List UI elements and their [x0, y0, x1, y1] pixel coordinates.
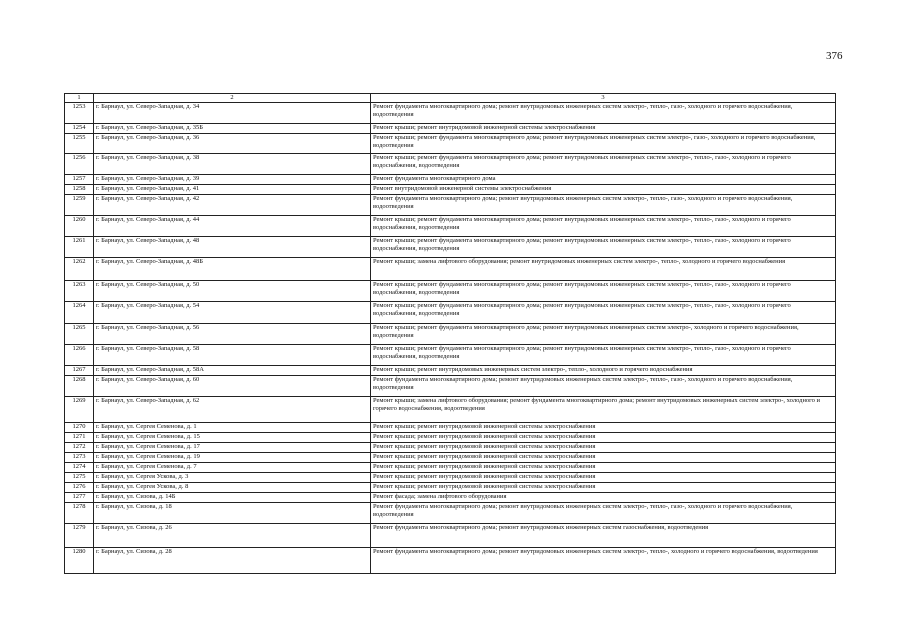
works-cell: Ремонт фундамента многоквартирного дома; ремонт внутридомовых инженерных систем электро-, тепло-, газо-, холодного и горячего водоснабжения, водоотведения — [371, 103, 836, 124]
works-cell: Ремонт крыши; ремонт внутридомовой инженерной системы электроснабжения — [371, 483, 836, 493]
address-cell: г. Барнаул, ул. Сергея Семенова, д. 15 — [94, 433, 371, 443]
works-cell: Ремонт крыши; ремонт фундамента многоквартирного дома; ремонт внутридомовых инженерных систем электро-, тепло-, газо-, холодного и горячего водоснабжения, водоотведения — [371, 154, 836, 175]
row-number-cell: 1276 — [65, 483, 94, 493]
address-cell: г. Барнаул, ул. Сизова, д. 26 — [94, 524, 371, 548]
works-cell: Ремонт фундамента многоквартирного дома — [371, 175, 836, 185]
works-cell: Ремонт фундамента многоквартирного дома; ремонт внутридомовых инженерных систем электро-, тепло-, газо-, холодного и горячего водоснабжения, водоотведения — [371, 503, 836, 524]
table-row — [65, 216, 836, 237]
row-number-cell: 1267 — [65, 366, 94, 376]
row-number-cell: 1265 — [65, 324, 94, 345]
address-cell: г. Барнаул, ул. Северо-Западная, д. 42 — [94, 195, 371, 216]
address-cell: г. Барнаул, ул. Северо-Западная, д. 62 — [94, 397, 371, 423]
row-number-cell: 1253 — [65, 103, 94, 124]
table-row — [65, 103, 836, 124]
row-number-cell: 1269 — [65, 397, 94, 423]
table-header-row — [65, 94, 836, 103]
address-cell: г. Барнаул, ул. Северо-Западная, д. 48Б — [94, 258, 371, 281]
works-cell: Ремонт крыши; ремонт внутридомовой инженерной системы электроснабжения — [371, 453, 836, 463]
address-cell: г. Барнаул, ул. Сергея Ускова, д. 3 — [94, 473, 371, 483]
table-row — [65, 376, 836, 397]
address-cell: г. Барнаул, ул. Северо-Западная, д. 38 — [94, 154, 371, 175]
table-row — [65, 281, 836, 302]
works-cell: Ремонт крыши; ремонт фундамента многоквартирного дома; ремонт внутридомовых инженерных систем электро-, тепло-, газо-, холодного и горячего водоснабжения, водоотведения — [371, 302, 836, 324]
address-cell: г. Барнаул, ул. Сизова, д. 18 — [94, 503, 371, 524]
works-cell: Ремонт крыши; ремонт фундамента многоквартирного дома; ремонт внутридомовых инженерных систем электро-, тепло-, газо-, холодного и горячего водоснабжения, водоотведения — [371, 237, 836, 258]
table-row — [65, 483, 836, 493]
repair-registry-table — [64, 93, 836, 574]
row-number-cell: 1263 — [65, 281, 94, 302]
address-cell: г. Барнаул, ул. Северо-Западная, д. 58А — [94, 366, 371, 376]
works-cell: Ремонт крыши; ремонт фундамента многоквартирного дома; ремонт внутридомовых инженерных систем электро-, тепло-, газо-, холодного и горячего водоснабжения, водоотведения — [371, 345, 836, 366]
address-cell: г. Барнаул, ул. Северо-Западная, д. 58 — [94, 345, 371, 366]
table-row — [65, 503, 836, 524]
address-cell: г. Барнаул, ул. Сизова, д. 14Б — [94, 493, 371, 503]
column-header: 2 — [94, 94, 371, 103]
table-row — [65, 463, 836, 473]
address-cell: г. Барнаул, ул. Северо-Западная, д. 60 — [94, 376, 371, 397]
address-cell: г. Барнаул, ул. Сергея Ускова, д. 8 — [94, 483, 371, 493]
address-cell: г. Барнаул, ул. Северо-Западная, д. 36 — [94, 134, 371, 154]
table-row — [65, 237, 836, 258]
address-cell: г. Барнаул, ул. Северо-Западная, д. 35Б — [94, 124, 371, 134]
works-cell: Ремонт крыши; замена лифтового оборудования; ремонт фундамента многоквартирного дома; ремонт внутридомовых инженерных систем электро-, холодного и горячего водоснабжения, водоотведения — [371, 397, 836, 423]
table-row — [65, 154, 836, 175]
page-number: 376 — [826, 50, 843, 62]
table-row — [65, 443, 836, 453]
row-number-cell: 1254 — [65, 124, 94, 134]
works-cell: Ремонт крыши; ремонт фундамента многоквартирного дома; ремонт внутридомовых инженерных систем электро-, тепло-, газо-, холодного и горячего водоснабжения, водоотведения — [371, 216, 836, 237]
works-cell: Ремонт крыши; замена лифтового оборудования; ремонт внутридомовых инженерных систем электро-, тепло-, холодного и горячего водоснабжения — [371, 258, 836, 281]
address-cell: г. Барнаул, ул. Сизова, д. 28 — [94, 548, 371, 574]
row-number-cell: 1278 — [65, 503, 94, 524]
row-number-cell: 1279 — [65, 524, 94, 548]
works-cell: Ремонт крыши; ремонт внутридомовой инженерной системы электроснабжения — [371, 473, 836, 483]
table-body — [65, 103, 836, 574]
row-number-cell: 1260 — [65, 216, 94, 237]
table-row — [65, 124, 836, 134]
works-cell: Ремонт внутридомовой инженерной системы электроснабжения — [371, 185, 836, 195]
table-row — [65, 397, 836, 423]
row-number-cell: 1270 — [65, 423, 94, 433]
row-number-cell: 1268 — [65, 376, 94, 397]
address-cell: г. Барнаул, ул. Северо-Западная, д. 39 — [94, 175, 371, 185]
works-cell: Ремонт крыши; ремонт внутридомовой инженерной системы электроснабжения — [371, 463, 836, 473]
address-cell: г. Барнаул, ул. Северо-Западная, д. 34 — [94, 103, 371, 124]
table-row — [65, 366, 836, 376]
address-cell: г. Барнаул, ул. Северо-Западная, д. 50 — [94, 281, 371, 302]
address-cell: г. Барнаул, ул. Сергея Семенова, д. 7 — [94, 463, 371, 473]
works-cell: Ремонт фундамента многоквартирного дома; ремонт внутридомовых инженерных систем газоснабжения, водоотведения — [371, 524, 836, 548]
address-cell: г. Барнаул, ул. Сергея Семенова, д. 1 — [94, 423, 371, 433]
address-cell: г. Барнаул, ул. Северо-Западная, д. 44 — [94, 216, 371, 237]
works-cell: Ремонт крыши; ремонт внутридомовой инженерной системы электроснабжения — [371, 443, 836, 453]
row-number-cell: 1261 — [65, 237, 94, 258]
row-number-cell: 1259 — [65, 195, 94, 216]
table-row — [65, 524, 836, 548]
row-number-cell: 1264 — [65, 302, 94, 324]
works-cell: Ремонт крыши; ремонт фундамента многоквартирного дома; ремонт внутридомовых инженерных систем электро-, тепло-, газо-, холодного и горячего водоснабжения, водоотведения — [371, 281, 836, 302]
row-number-cell: 1271 — [65, 433, 94, 443]
table-row — [65, 258, 836, 281]
works-cell: Ремонт фундамента многоквартирного дома; ремонт внутридомовых инженерных систем электро-, тепло-, холодного и горячего водоснабжения, водоотведения — [371, 548, 836, 574]
table-row — [65, 493, 836, 503]
works-cell: Ремонт фасада; замена лифтового оборудования — [371, 493, 836, 503]
works-cell: Ремонт крыши; ремонт внутридомовой инженерной системы электроснабжения — [371, 433, 836, 443]
row-number-cell: 1255 — [65, 134, 94, 154]
works-cell: Ремонт фундамента многоквартирного дома; ремонт внутридомовых инженерных систем электро-, тепло-, газо-, холодного и горячего водоснабжения, водоотведения — [371, 195, 836, 216]
table-row — [65, 324, 836, 345]
table-row — [65, 185, 836, 195]
address-cell: г. Барнаул, ул. Северо-Западная, д. 41 — [94, 185, 371, 195]
table-row — [65, 423, 836, 433]
address-cell: г. Барнаул, ул. Северо-Западная, д. 56 — [94, 324, 371, 345]
row-number-cell: 1272 — [65, 443, 94, 453]
row-number-cell: 1256 — [65, 154, 94, 175]
address-cell: г. Барнаул, ул. Сергея Семенова, д. 19 — [94, 453, 371, 463]
works-cell: Ремонт крыши; ремонт внутридомовых инженерных систем электро-, тепло-, холодного и горячего водоснабжения — [371, 366, 836, 376]
works-cell: Ремонт крыши; ремонт внутридомовой инженерной системы электроснабжения — [371, 423, 836, 433]
row-number-cell: 1275 — [65, 473, 94, 483]
column-header: 1 — [65, 94, 94, 103]
row-number-cell: 1257 — [65, 175, 94, 185]
row-number-cell: 1280 — [65, 548, 94, 574]
works-cell: Ремонт фундамента многоквартирного дома; ремонт внутридомовых инженерных систем электро-, тепло-, газо-, холодного и горячего водоснабжения, водоотведения — [371, 376, 836, 397]
column-header: 3 — [371, 94, 836, 103]
works-cell: Ремонт крыши; ремонт внутридомовой инженерной системы электроснабжения — [371, 124, 836, 134]
row-number-cell: 1258 — [65, 185, 94, 195]
table-row — [65, 548, 836, 574]
row-number-cell: 1274 — [65, 463, 94, 473]
works-cell: Ремонт крыши; ремонт фундамента многоквартирного дома; ремонт внутридомовых инженерных систем электро-, холодного и горячего водоснабжения, водоотведения — [371, 324, 836, 345]
row-number-cell: 1277 — [65, 493, 94, 503]
address-cell: г. Барнаул, ул. Северо-Западная, д. 48 — [94, 237, 371, 258]
address-cell: г. Барнаул, ул. Сергея Семенова, д. 17 — [94, 443, 371, 453]
table-row — [65, 134, 836, 154]
table-row — [65, 302, 836, 324]
row-number-cell: 1266 — [65, 345, 94, 366]
table-row — [65, 433, 836, 443]
table-row — [65, 195, 836, 216]
table-row — [65, 345, 836, 366]
table-row — [65, 453, 836, 463]
row-number-cell: 1262 — [65, 258, 94, 281]
works-cell: Ремонт крыши; ремонт фундамента многоквартирного дома; ремонт внутридомовых инженерных систем электро-, газо-, холодного и горячего водоснабжения, водоотведения — [371, 134, 836, 154]
row-number-cell: 1273 — [65, 453, 94, 463]
address-cell: г. Барнаул, ул. Северо-Западная, д. 54 — [94, 302, 371, 324]
table-row — [65, 473, 836, 483]
table-row — [65, 175, 836, 185]
